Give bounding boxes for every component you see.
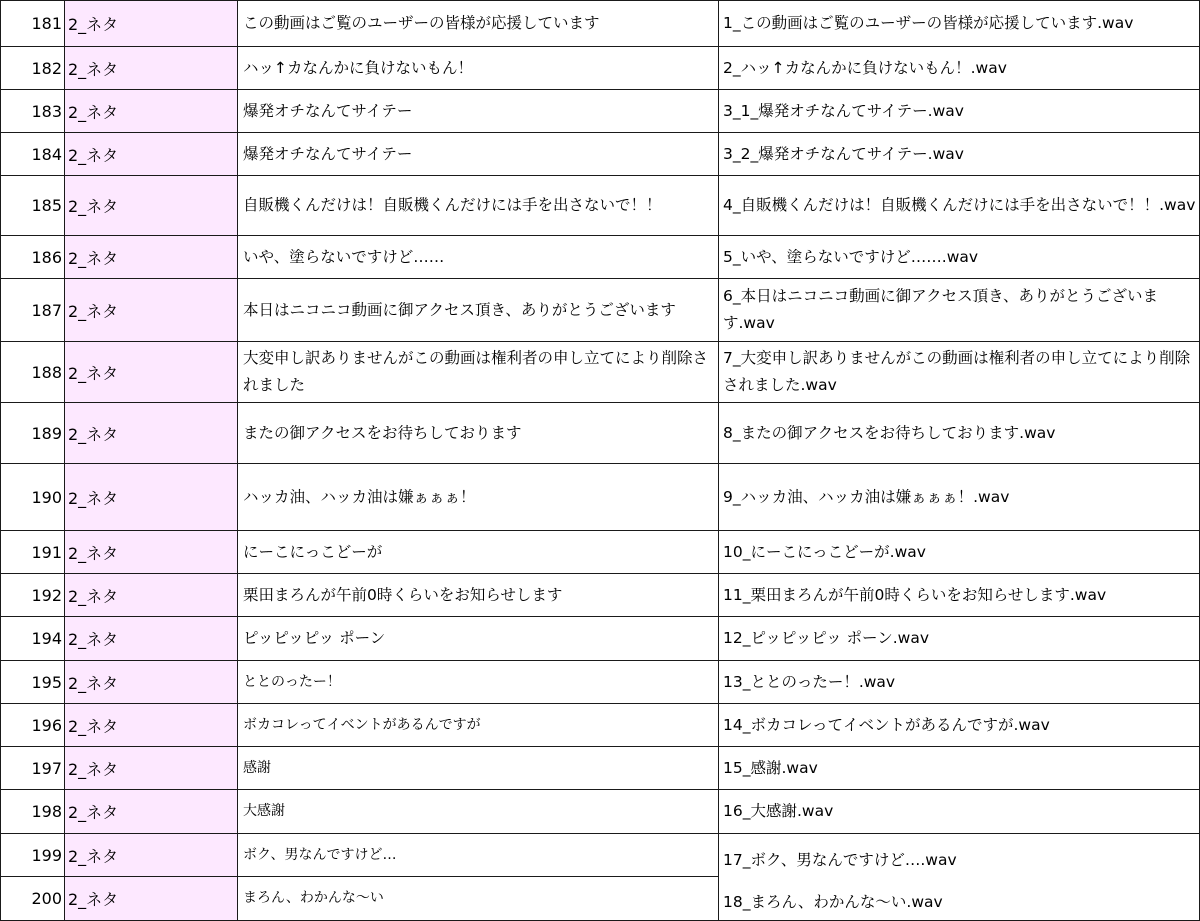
category-cell[interactable] (64, 574, 237, 616)
category-cell-text: 2_ネタ (68, 890, 119, 909)
row-number-cell[interactable] (0, 342, 64, 402)
row-number-cell[interactable] (0, 236, 64, 278)
category-cell-text: 2_ネタ (68, 488, 119, 508)
phrase-cell-text: ボカコレってイベントがあるんですが (243, 716, 481, 733)
phrase-cell-text: ピッピッピッ ポーン (243, 629, 386, 647)
category-cell-text: 2_ネタ (68, 424, 119, 444)
table-row (0, 279, 1200, 342)
table-row (0, 403, 1200, 464)
category-cell[interactable] (64, 236, 237, 278)
phrase-cell[interactable] (237, 90, 718, 132)
filename-cell-text: 15_感謝.wav (723, 758, 818, 777)
category-cell[interactable] (64, 747, 237, 789)
category-cell[interactable] (64, 403, 237, 463)
row-number-cell[interactable] (0, 464, 64, 530)
phrase-cell[interactable] (237, 747, 718, 789)
row-number-cell[interactable] (0, 133, 64, 175)
phrase-cell-text: ハッカ油、ハッカ油は嫌ぁぁぁ！ (243, 487, 476, 506)
category-cell-text: 2_ネタ (68, 301, 119, 321)
category-cell[interactable] (64, 47, 237, 89)
row-number-cell-text: 185 (31, 196, 62, 215)
category-cell-text: 2_ネタ (68, 846, 119, 866)
row-number-cell[interactable] (0, 704, 64, 746)
phrase-cell-text: ボク、男なんですけど… (243, 846, 397, 863)
category-cell-text: 2_ネタ (68, 716, 119, 736)
table-row (0, 47, 1200, 90)
filename-cell-text: 16_大感謝.wav (723, 802, 834, 820)
filename-cell[interactable] (718, 279, 1200, 341)
row-number-cell[interactable] (0, 877, 64, 920)
row-number-cell-text: 184 (31, 144, 62, 164)
filename-cell-text: 1_この動画はご覧のユーザーの皆様が応援しています.wav (723, 13, 1134, 32)
phrase-cell[interactable] (237, 47, 718, 89)
category-cell[interactable] (64, 877, 237, 920)
filename-cell-text: 8_またの御アクセスをお待ちしております.wav (723, 423, 1056, 442)
phrase-cell[interactable] (237, 176, 718, 235)
filename-cell[interactable] (718, 464, 1200, 530)
category-cell-text: 2_ネタ (68, 14, 119, 34)
phrase-cell[interactable] (237, 464, 718, 530)
phrase-cell-text: ハッ↑カなんかに負けないもん！ (243, 58, 473, 77)
row-number-cell[interactable] (0, 574, 64, 616)
merged-file-line-2: 18_まろん、わかんな～い.wav (723, 893, 943, 911)
phrase-cell-text: 爆発オチなんてサイテー (243, 144, 413, 163)
filename-cell[interactable] (718, 531, 1200, 573)
row-number-cell[interactable] (0, 617, 64, 660)
category-cell[interactable] (64, 834, 237, 876)
category-cell-text: 2_ネタ (68, 543, 119, 563)
table-row (0, 464, 1200, 531)
filename-cell[interactable] (718, 0, 1200, 46)
category-cell[interactable] (64, 176, 237, 235)
category-cell-text: 2_ネタ (68, 673, 119, 693)
row-number-cell-text: 181 (31, 13, 62, 33)
row-number-cell-text: 187 (31, 300, 62, 320)
filename-cell[interactable] (718, 574, 1200, 616)
filename-cell[interactable] (718, 133, 1200, 175)
phrase-cell[interactable] (237, 403, 718, 463)
filename-cell-text: 14_ボカコレってイベントがあるんですが.wav (723, 715, 1050, 734)
row-number-cell-text: 200 (31, 889, 62, 908)
table-row (0, 617, 1200, 661)
filename-cell-text: 10_にーこにっこどーが.wav (723, 542, 926, 561)
filename-cell-text: 3_1_爆発オチなんてサイテー.wav (723, 101, 964, 120)
filename-cell[interactable] (718, 617, 1200, 660)
phrase-cell-text: 大感謝 (243, 803, 285, 819)
row-number-cell[interactable] (0, 790, 64, 833)
phrase-cell[interactable] (237, 661, 718, 703)
row-number-cell[interactable] (0, 403, 64, 463)
table-row (0, 574, 1200, 617)
filename-cell-text: 11_栗田まろんが午前0時くらいをお知らせします.wav (723, 585, 1107, 604)
category-cell-text: 2_ネタ (68, 586, 119, 606)
table-row (0, 90, 1200, 133)
category-cell-text: 2_ネタ (68, 803, 119, 822)
category-cell-text: 2_ネタ (68, 248, 119, 268)
filename-cell[interactable] (718, 176, 1200, 235)
phrase-cell[interactable] (237, 617, 718, 660)
phrase-cell[interactable] (237, 279, 718, 341)
phrase-cell[interactable] (237, 574, 718, 616)
phrase-cell-text: ととのったー！ (243, 673, 341, 690)
phrase-cell-text: 自販機くんだけは！自販機くんだけには手を出さないで！！ (243, 196, 662, 214)
phrase-cell-text: 爆発オチなんてサイテー (243, 101, 413, 120)
phrase-cell[interactable] (237, 0, 718, 46)
phrase-cell[interactable] (237, 236, 718, 278)
filename-cell[interactable] (718, 403, 1200, 463)
row-number-cell[interactable] (0, 661, 64, 703)
filename-cell-text: 9_ハッカ油、ハッカ油は嫌ぁぁぁ！.wav (723, 487, 1010, 506)
phrase-cell-text: 大変申し訳ありませんがこの動画は権利者の申し立てにより削除されました (243, 349, 709, 394)
merged-file-cell[interactable] (718, 834, 1200, 921)
row-number-cell-text: 191 (31, 542, 62, 562)
phrase-cell[interactable] (237, 790, 718, 833)
filename-cell[interactable] (718, 236, 1200, 278)
category-cell[interactable] (64, 790, 237, 833)
filename-cell[interactable] (718, 704, 1200, 746)
row-number-cell-text: 190 (31, 487, 62, 507)
phrase-cell-text: いや、塗らないですけど…… (243, 247, 445, 266)
row-number-cell-text: 198 (31, 802, 62, 821)
row-number-cell-text: 195 (31, 672, 62, 692)
row-number-cell[interactable] (0, 47, 64, 89)
category-cell-text: 2_ネタ (68, 630, 119, 649)
phrase-cell[interactable] (237, 133, 718, 175)
row-number-cell-text: 199 (31, 845, 62, 865)
category-cell[interactable] (64, 661, 237, 703)
row-number-cell-text: 186 (31, 247, 62, 267)
filename-cell-text: 2_ハッ↑カなんかに負けないもん！.wav (723, 58, 1007, 77)
category-cell[interactable] (64, 531, 237, 573)
filename-cell-text: 13_ととのったー！.wav (723, 672, 896, 691)
category-cell-text: 2_ネタ (68, 363, 119, 383)
table-row (0, 531, 1200, 574)
row-number-cell[interactable] (0, 531, 64, 573)
category-cell[interactable] (64, 90, 237, 132)
category-cell[interactable] (64, 342, 237, 402)
filename-cell-text: 4_自販機くんだけは！自販機くんだけには手を出さないで！！.wav (723, 196, 1196, 214)
filename-cell[interactable] (718, 790, 1200, 833)
row-number-cell-text: 196 (31, 715, 62, 735)
category-cell[interactable] (64, 279, 237, 341)
row-number-cell[interactable] (0, 279, 64, 341)
merged-file-line-1: 17_ボク、男なんですけど….wav (723, 851, 957, 869)
row-number-cell[interactable] (0, 834, 64, 876)
category-cell[interactable] (64, 0, 237, 46)
row-number-cell-text: 183 (31, 101, 62, 121)
category-cell[interactable] (64, 464, 237, 530)
phrase-cell-text: まろん、わかんな～い (243, 890, 384, 906)
table-row (0, 176, 1200, 236)
table-row (0, 661, 1200, 704)
phrase-cell[interactable] (237, 342, 718, 402)
filename-cell-text: 12_ピッピッピッ ポーン.wav (723, 629, 930, 647)
filename-cell[interactable] (718, 47, 1200, 89)
category-cell-text: 2_ネタ (68, 59, 119, 79)
table-row (0, 342, 1200, 403)
phrase-cell-text: この動画はご覧のユーザーの皆様が応援しています (243, 13, 600, 32)
category-cell-text: 2_ネタ (68, 759, 119, 779)
row-number-cell-text: 197 (31, 758, 62, 778)
category-cell[interactable] (64, 617, 237, 660)
phrase-cell[interactable] (237, 877, 718, 920)
category-cell-text: 2_ネタ (68, 102, 119, 122)
row-number-cell-text: 188 (31, 362, 62, 382)
filename-cell-text: 3_2_爆発オチなんてサイテー.wav (723, 144, 964, 163)
row-number-cell-text: 192 (31, 585, 62, 605)
category-cell-text: 2_ネタ (68, 145, 119, 165)
row-number-cell[interactable] (0, 176, 64, 235)
filename-cell[interactable] (718, 661, 1200, 703)
row-number-cell[interactable] (0, 0, 64, 46)
phrase-cell-text: 栗田まろんが午前0時くらいをお知らせします (243, 585, 563, 604)
phrase-cell[interactable] (237, 834, 718, 876)
category-cell[interactable] (64, 704, 237, 746)
filename-cell[interactable] (718, 90, 1200, 132)
table-row (0, 236, 1200, 279)
filename-cell[interactable] (718, 342, 1200, 402)
filename-cell-text: 7_大変申し訳ありませんがこの動画は権利者の申し立てにより削除されました.wav (723, 349, 1191, 394)
filename-cell-text: 5_いや、塗らないですけど…….wav (723, 247, 979, 266)
phrase-cell-text: 感謝 (243, 759, 271, 776)
row-number-cell[interactable] (0, 747, 64, 789)
phrase-cell-text: またの御アクセスをお待ちしております (243, 423, 522, 442)
table-row (0, 790, 1200, 834)
category-cell-text: 2_ネタ (68, 197, 119, 216)
filename-cell-text: 6_本日はニコニコ動画に御アクセス頂き、ありがとうございます.wav (723, 287, 1159, 332)
filename-cell[interactable] (718, 747, 1200, 789)
row-number-cell-text: 182 (31, 58, 62, 78)
row-number-cell-text: 194 (31, 629, 62, 648)
row-number-cell-text: 189 (31, 423, 62, 443)
phrase-cell-text: 本日はニコニコ動画に御アクセス頂き、ありがとうございます (243, 300, 676, 319)
table-row (0, 0, 1200, 47)
table-row (0, 747, 1200, 790)
row-number-cell[interactable] (0, 90, 64, 132)
category-cell[interactable] (64, 133, 237, 175)
phrase-cell[interactable] (237, 531, 718, 573)
phrase-cell[interactable] (237, 704, 718, 746)
table-row (0, 704, 1200, 747)
phrase-cell-text: にーこにっこどーが (243, 542, 383, 561)
table-row (0, 133, 1200, 176)
